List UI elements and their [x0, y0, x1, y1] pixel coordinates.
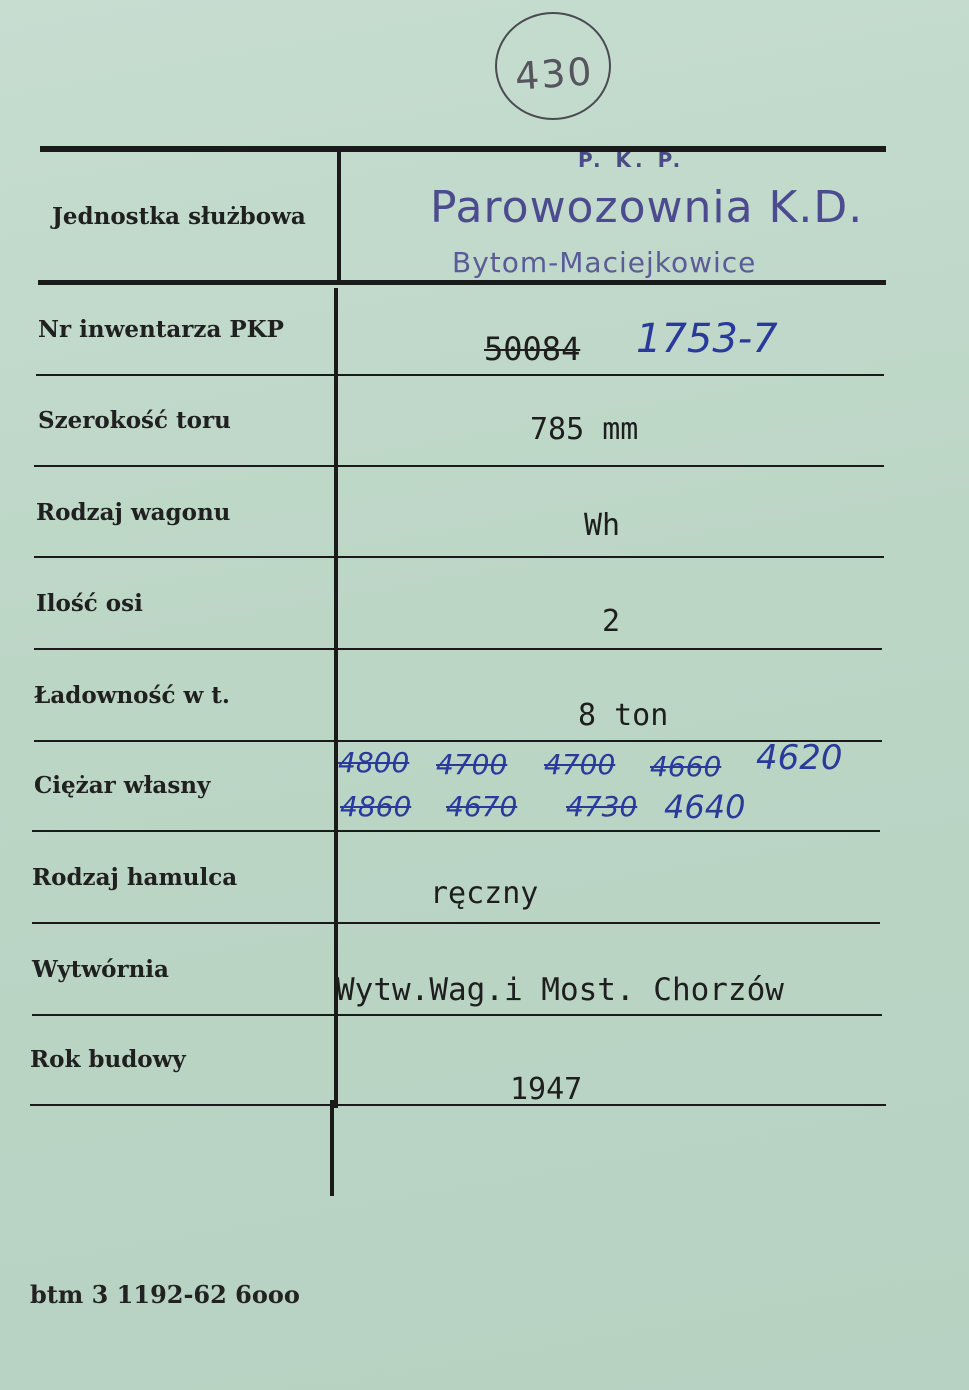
tare-crossed-4: 4660	[650, 750, 722, 783]
top-rule	[40, 146, 886, 152]
row-rule	[32, 1014, 882, 1016]
tare-crossed-2: 4700	[436, 748, 508, 781]
label-axles: Ilość osi	[36, 590, 143, 617]
inventory-old-number: 50084	[484, 330, 581, 368]
archive-number-circle	[495, 12, 611, 120]
brake-value: ręczny	[430, 876, 539, 911]
capacity-value: 8 ton	[578, 698, 669, 733]
tare-current-1: 4620	[756, 738, 843, 778]
row-rule	[32, 830, 880, 832]
row-rule	[30, 1104, 886, 1106]
tare-current-2: 4640	[664, 788, 746, 826]
label-manufacturer: Wytwórnia	[32, 956, 169, 983]
row-rule	[34, 740, 882, 742]
label-year: Rok budowy	[30, 1046, 186, 1073]
column-divider	[337, 150, 341, 284]
label-unit: Jednostka służbowa	[52, 203, 306, 230]
label-wagon-type: Rodzaj wagonu	[36, 499, 231, 526]
label-gauge: Szerokość toru	[38, 407, 231, 434]
axles-value: 2	[602, 604, 621, 639]
tare-crossed-1: 4800	[338, 746, 410, 779]
label-inventory: Nr inwentarza PKP	[38, 316, 284, 343]
label-capacity: Ładowność w t.	[34, 682, 230, 709]
form-print-code: btm 3 1192-62 6ooo	[30, 1280, 300, 1309]
year-value: 1947	[510, 1072, 583, 1107]
inventory-new-number: 1753-7	[636, 316, 778, 362]
column-divider	[330, 1100, 334, 1196]
tare-crossed-6: 4670	[446, 790, 518, 823]
tare-crossed-3: 4700	[544, 748, 616, 781]
tare-crossed-7: 4730	[566, 790, 638, 823]
row-rule	[34, 465, 884, 467]
row-rule	[34, 556, 884, 558]
stamp-location: Bytom-Maciejkowice	[452, 246, 757, 279]
stamp-title: Parowozownia K.D.	[430, 182, 864, 233]
row-rule	[38, 280, 886, 285]
gauge-value: 785 mm	[530, 412, 639, 447]
tare-crossed-5: 4860	[340, 790, 412, 823]
wagon-type-value: Wh	[584, 508, 621, 543]
row-rule	[36, 374, 884, 376]
archive-number: 430	[513, 49, 595, 99]
manufacturer-value: Wytw.Wag.i Most. Chorzów	[336, 972, 784, 1008]
row-rule	[34, 648, 882, 650]
stamp-header: P. K. P.	[578, 148, 685, 172]
row-rule	[32, 922, 880, 924]
label-brake: Rodzaj hamulca	[32, 864, 238, 891]
label-tare: Ciężar własny	[34, 772, 211, 799]
